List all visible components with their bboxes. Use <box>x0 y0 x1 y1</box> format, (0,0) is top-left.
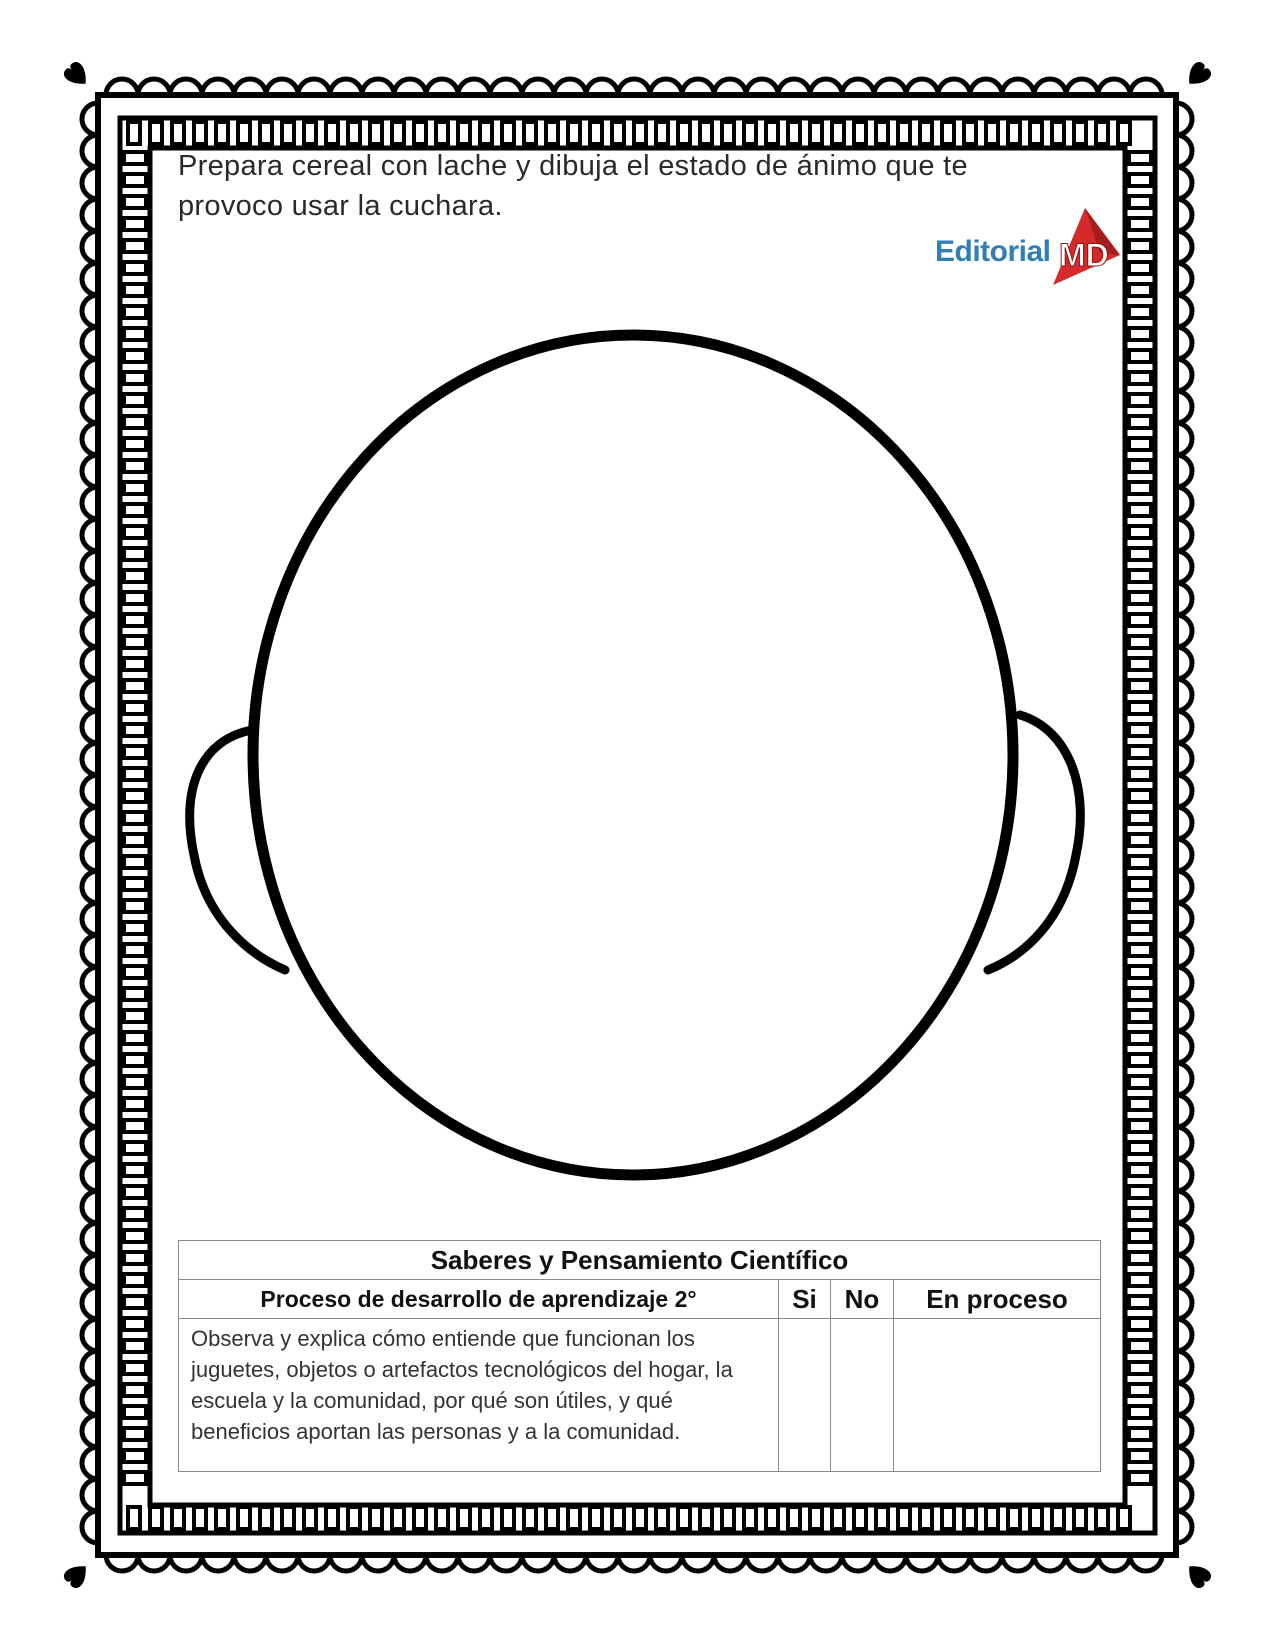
check-cell-si[interactable] <box>779 1319 831 1472</box>
logo-mark-text: MD <box>1059 237 1109 273</box>
head-outline <box>253 335 1013 1175</box>
assessment-rubric <box>178 1240 1101 1472</box>
instruction-text: Prepara cereal con lache y dibuja el estado de ánimo que te provoco usar la cuchara. <box>178 150 968 222</box>
rubric-title: Saberes y Pensamiento Científico <box>179 1241 1101 1280</box>
option-en-proceso-header: En proceso <box>894 1280 1101 1319</box>
rubric-description: Observa y explica cómo entiende que funcionan los juguetes, objetos o artefactos tecnológicos del hogar, la escuela y la comunidad, por qué son útiles, y qué beneficios aportan las personas y a la comunidad. <box>191 1326 733 1444</box>
check-cell-no[interactable] <box>831 1319 894 1472</box>
process-header: Proceso de desarrollo de aprendizaje 2° <box>179 1280 779 1319</box>
option-si-header: Si <box>779 1280 831 1319</box>
description-cell <box>179 1319 779 1472</box>
option-no-header: No <box>831 1280 894 1319</box>
face-outline[interactable] <box>180 270 1100 1210</box>
check-cell-en-proceso[interactable] <box>894 1319 1101 1472</box>
logo-text: Editorial <box>935 235 1051 268</box>
